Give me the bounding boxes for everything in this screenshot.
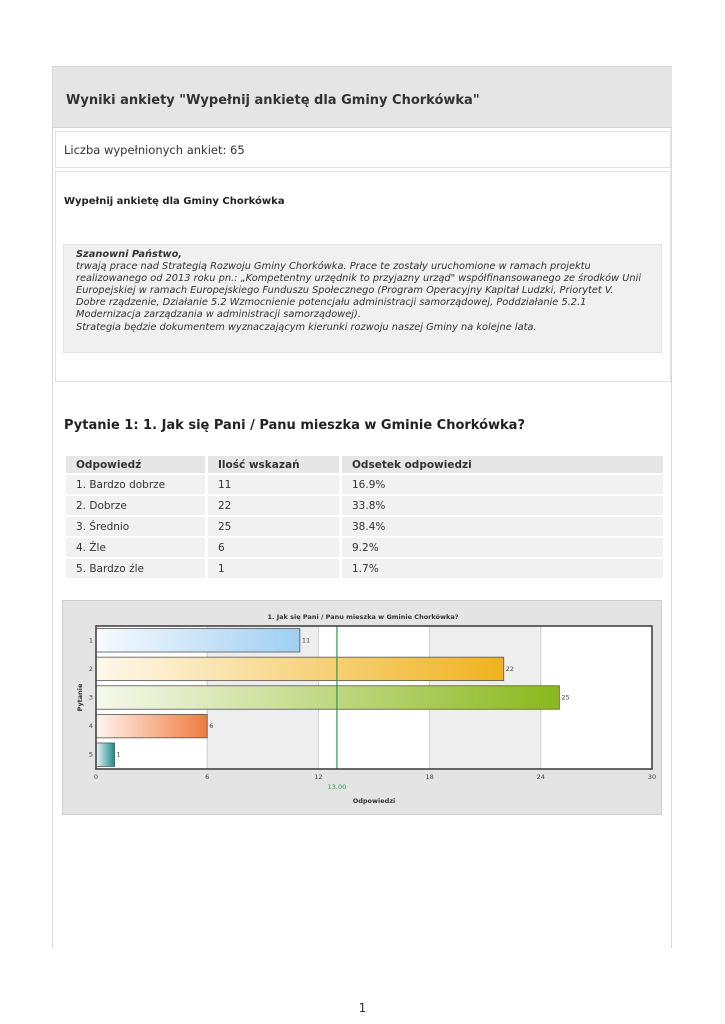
cell-percent: 33.8% xyxy=(342,496,663,515)
cell-percent: 38.4% xyxy=(342,517,663,536)
cell-count: 1 xyxy=(208,559,339,578)
responses-count-box xyxy=(55,131,671,168)
x-tick-label: 0 xyxy=(93,773,99,781)
cell-answer: 2. Dobrze xyxy=(66,496,205,515)
average-label: 13.00 xyxy=(327,783,347,791)
cell-count: 6 xyxy=(208,538,339,557)
responses-count: Liczba wypełnionych ankiet: 65 xyxy=(64,143,245,157)
x-tick-label: 6 xyxy=(205,773,210,781)
bar xyxy=(96,714,207,737)
chart-title: 1. Jak się Pani / Panu mieszka w Gminie Chorkówka? xyxy=(267,613,459,621)
intro-line: trwają prace nad Strategią Rozwoju Gminy Chorkówka. Prace te zostały uruchomione w ramach projektu xyxy=(76,261,591,273)
bar-value-label: 22 xyxy=(505,664,515,673)
category-label: 3 xyxy=(88,693,93,702)
intro-line: Dobre rządzenie, Działanie 5.2 Wzmocnienie potencjału administracji samorządowej, Poddziałanie 5.2.1 xyxy=(76,297,587,309)
column-header-answer: Odpowiedź xyxy=(66,456,205,473)
cell-percent: 16.9% xyxy=(342,475,663,494)
survey-box xyxy=(55,171,671,382)
category-label: 2 xyxy=(88,664,93,673)
report-title: Wyniki ankiety "Wypełnij ankietę dla Gminy Chorkówka" xyxy=(66,93,480,108)
table-row xyxy=(66,538,663,557)
column-header-count: Ilość wskazań xyxy=(208,456,339,473)
bar-chart-svg xyxy=(63,601,663,816)
table-row xyxy=(66,475,663,494)
column-header-percent: Odsetek odpowiedzi xyxy=(342,456,663,473)
cell-answer: 5. Bardzo źle xyxy=(66,559,205,578)
bar-value-label: 6 xyxy=(209,722,214,731)
intro-line: Modernizacja zarządzania w administracji samorządowej). xyxy=(76,309,361,321)
x-tick-label: 18 xyxy=(425,773,434,781)
cell-count: 22 xyxy=(208,496,339,515)
intro-greeting: Szanowni Państwo, xyxy=(76,249,183,260)
intro-line: Strategia będzie dokumentem wyznaczającym kierunki rozwoju naszej Gminy na kolejne lata. xyxy=(76,321,537,333)
page-number: 1 xyxy=(358,1001,367,1015)
cell-percent: 9.2% xyxy=(342,538,663,557)
x-tick-label: 30 xyxy=(647,773,657,781)
bar xyxy=(96,686,559,709)
intro-line: Europejskiej w ramach Europejskiego Funduszu Społecznego (Program Operacyjny Kapitał Ludzki, Priorytet V. xyxy=(76,285,614,297)
table-row xyxy=(66,517,663,536)
table-row xyxy=(66,559,663,578)
table-row xyxy=(66,496,663,515)
results-chart xyxy=(62,600,662,815)
survey-title: Wypełnij ankietę dla Gminy Chorkówka xyxy=(64,196,285,207)
question-title: Pytanie 1: 1. Jak się Pani / Panu mieszka w Gminie Chorkówka? xyxy=(64,418,525,433)
category-label: 5 xyxy=(88,750,93,759)
category-label: 1 xyxy=(88,636,93,645)
report-header xyxy=(53,67,672,128)
y-axis-label: Pytanie xyxy=(76,683,84,712)
intro-line: realizowanego od 2013 roku pn.: „Kompetentny urzędnik to przyjazny urząd" współfinansowanego ze środków Unii xyxy=(76,273,642,285)
cell-percent: 1.7% xyxy=(342,559,663,578)
x-tick-label: 12 xyxy=(314,773,323,781)
x-tick-label: 24 xyxy=(536,773,545,781)
cell-count: 11 xyxy=(208,475,339,494)
bar-value-label: 1 xyxy=(116,750,121,759)
x-axis-label: Odpowiedzi xyxy=(352,797,396,805)
bar-value-label: 25 xyxy=(561,693,570,702)
bar xyxy=(96,743,115,766)
bar-value-label: 11 xyxy=(301,636,311,645)
bar xyxy=(96,629,300,652)
category-label: 4 xyxy=(88,722,93,731)
cell-answer: 1. Bardzo dobrze xyxy=(66,475,205,494)
survey-intro xyxy=(63,244,662,353)
bar xyxy=(96,657,504,680)
cell-count: 25 xyxy=(208,517,339,536)
results-table xyxy=(63,454,666,580)
cell-answer: 3. Średnio xyxy=(66,517,205,536)
cell-answer: 4. Źle xyxy=(66,538,205,557)
table-header-row xyxy=(66,456,663,473)
